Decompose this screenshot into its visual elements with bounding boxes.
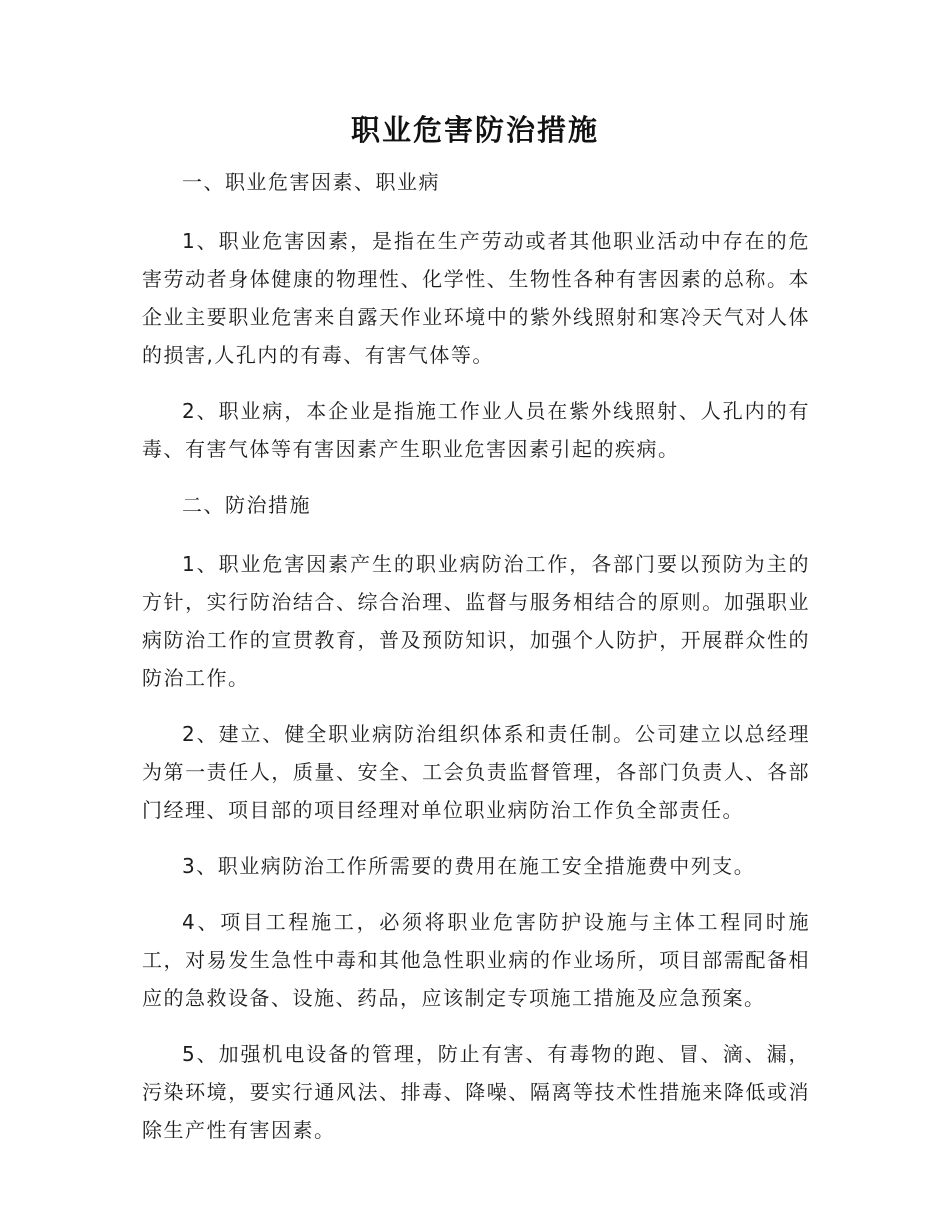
paragraph-funding: 3、职业病防治工作所需要的费用在施工安全措施费中列支。: [182, 854, 756, 878]
paragraph-equipment-management: 5、加强机电设备的管理，防止有害、有毒物的跑、冒、滴、漏，污染环境，要实行通风法、排毒、降噪、隔离等技术性措施来降低或消除生产性有害因素。: [142, 1042, 810, 1142]
paragraph-construction-protection: 4、项目工程施工，必须将职业危害防护设施与主体工程同时施工，对易发生急性中毒和其他急性职业病的作业场所，项目部需配备相应的急救设备、设施、药品，应该制定专项施工措施及应急预案。: [142, 910, 810, 1010]
paragraph-prevention-policy: 1、职业危害因素产生的职业病防治工作，各部门要以预防为主的方针，实行防治结合、综合治理、监督与服务相结合的原则。加强职业病防治工作的宣贯教育，普及预防知识，加强个人防护，开展群众性的防治工作。: [142, 552, 810, 690]
document-body: [142, 163, 810, 1167]
paragraph-hazard-factor-definition: 1、职业危害因素，是指在生产劳动或者其他职业活动中存在的危害劳动者身体健康的物理性、化学性、生物性各种有害因素的总称。本企业主要职业危害来自露天作业环境中的紫外线照射和寒冷天气对人体的损害,人孔内的有毒、有害气体等。: [142, 229, 810, 367]
paragraph-occupational-disease-definition: 2、职业病，本企业是指施工作业人员在紫外线照射、人孔内的有毒、有害气体等有害因素产生职业危害因素引起的疾病。: [142, 399, 810, 461]
section-heading-hazard-factors: 一、职业危害因素、职业病: [182, 170, 440, 194]
document-title: 职业危害防治措施: [350, 113, 599, 147]
paragraph-responsibility-system: 2、建立、健全职业病防治组织体系和责任制。公司建立以总经理为第一责任人，质量、安全、工会负责监督管理，各部门负责人、各部门经理、项目部的项目经理对单位职业病防治工作负全部责任。: [142, 722, 810, 822]
section-heading-prevention-measures: 二、防治措施: [182, 493, 311, 517]
